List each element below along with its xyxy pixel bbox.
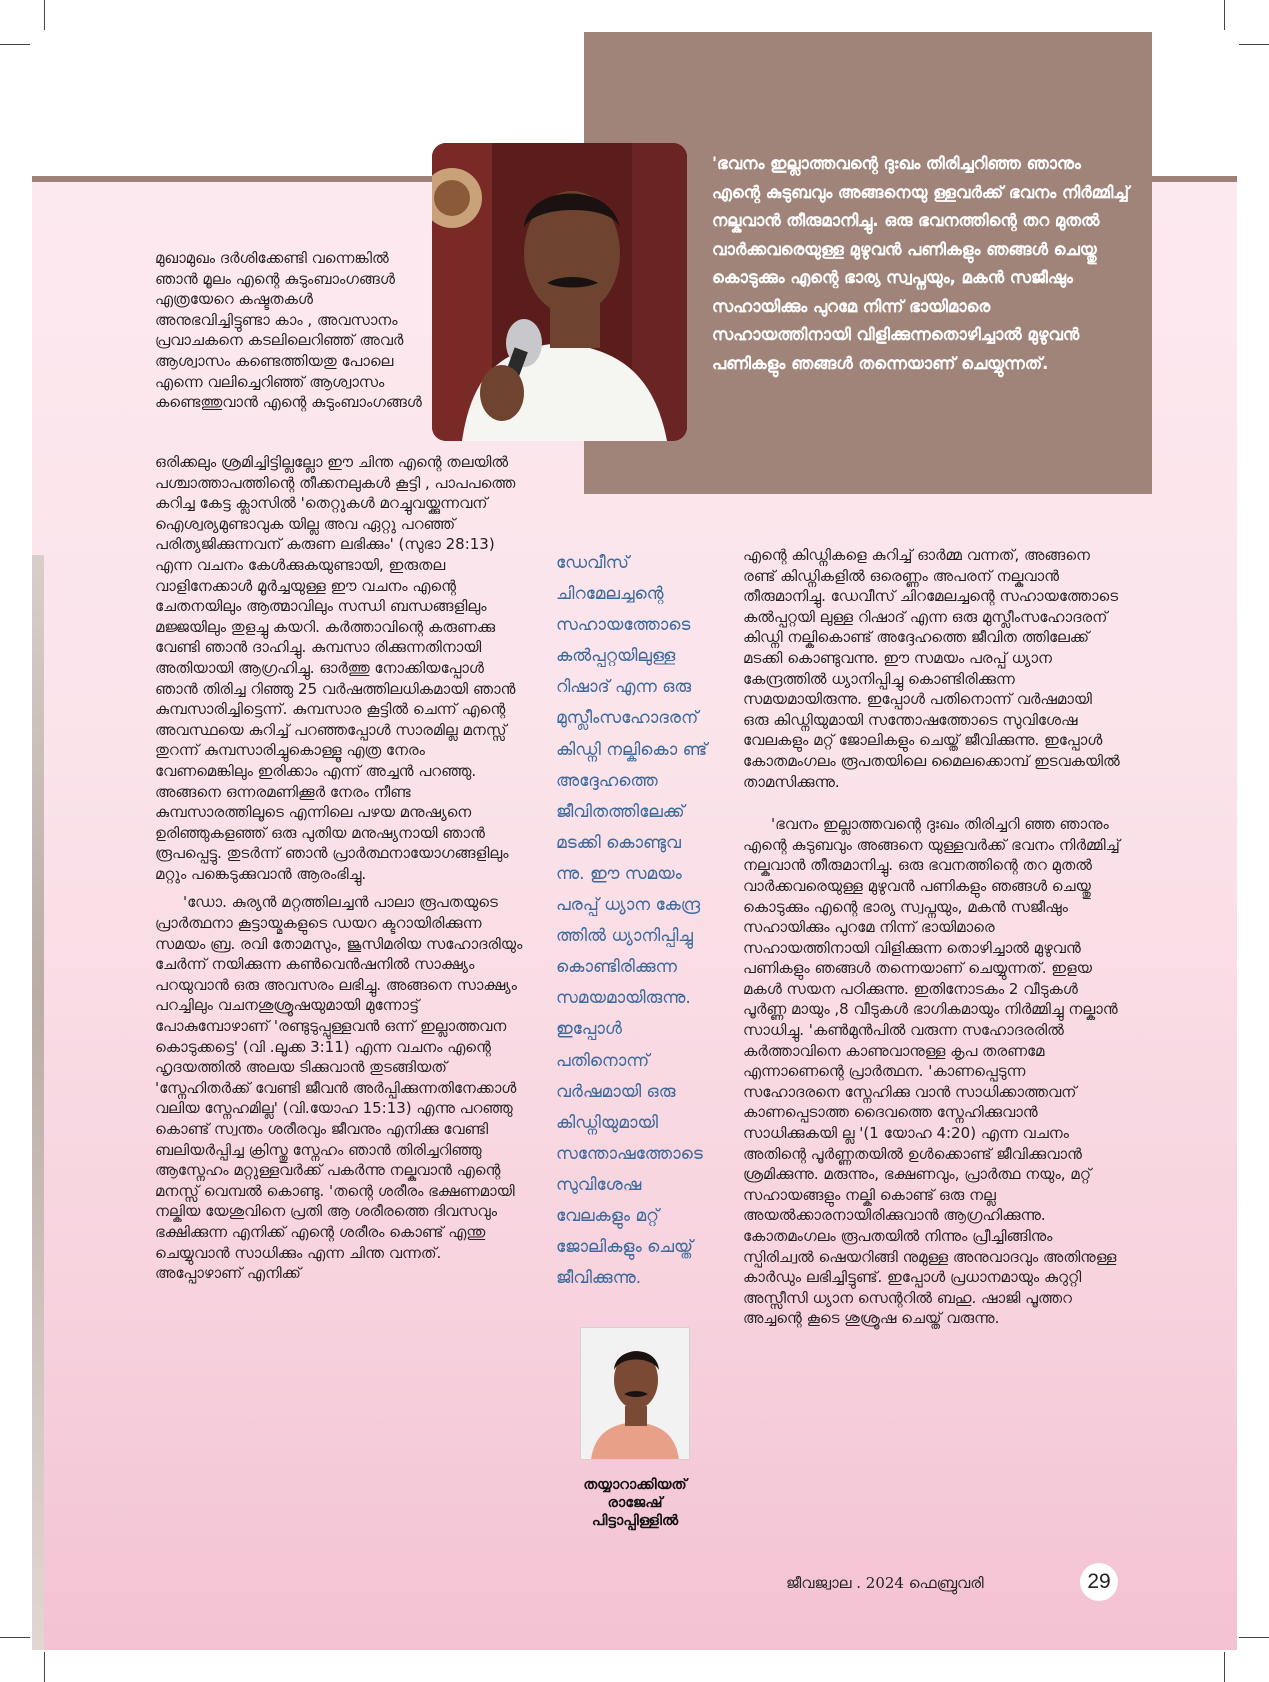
column3-body [743, 545, 1121, 1337]
crop-mark [1239, 44, 1269, 45]
crop-mark [1239, 1637, 1269, 1638]
crop-mark [1224, 1652, 1225, 1682]
pull-quote-text: 'ഭവനം ഇല്ലാത്തവന്റെ ദുഃഖം തിരിച്ചറിഞ്ഞ ഞാനും എന്റെ കുടുബവും അങ്ങനെയു ള്ളവർക്ക് ഭവനം നിർമ്മിച്ച് നല്കുവാൻ തീരുമാനിച്ചു. ഒരു ഭവനത്തിന്റെ തറ മുതൽ വാർക്കവരെയുള്ള മുഴുവൻ പണികളും ഞങ്ങൾ ചെയ്തു കൊടുക്കും എന്റെ ഭാര്യ സ്വപ്നയും, മകൻ സജീഷും സഹായിക്കും പുറമേ നിന്ന് ഭായിമാരെ സഹായത്തിനായി വിളിക്കുന്നതൊഴിച്ചാൽ മുഴുവൻ പണികളും ഞങ്ങൾ തന്നെയാണ് ചെയ്യുന്നത്. [712, 154, 1129, 373]
page-number: 29 [1080, 1563, 1118, 1601]
column1-paragraph: 'ഡോ. കുര്യൻ മറ്റത്തിലച്ചൻ പാലാ രൂപതയുടെ പ്രാർത്ഥനാ കൂട്ടായ്മകളുടെ ഡയറ ക്ടറായിരിക്കുന്ന സമയം ബ്ര. രവി തോമസും, ജൂസിമരിയ സഹോദരിയും ചേർന്ന് നയിക്കുന്ന കൺവെൻഷനിൽ സാക്ഷ്യം പറയുവാൻ ഒരു അവസരം ലഭിച്ചു. അങ്ങനെ സാക്ഷ്യം പറച്ചിലും വചനശുശ്രൂഷയുമായി മുന്നോട്ട് പോകുമ്പോഴാണ് 'രണ്ടുടുപ്പുള്ളവൻ ഒന്ന് ഇല്ലാത്തവന കൊടുക്കട്ടെ' (വി .ലൂക്ക 3:11) എന്ന വചനം എന്റെ ഹൃദയത്തിൽ അലയ ടിക്കുവാൻ തുടങ്ങിയത് 'സ്നേഹിതർക്ക് വേണ്ടി ജീവൻ അർപ്പിക്കുന്നതിനേക്കാൾ വലിയ സ്നേഹമില്ല' (വി.യോഹ 15:13) എന്നു പറഞ്ഞു കൊണ്ട് സ്വന്തം ശരീരവും ജീവനും എനിക്കു വേണ്ടി ബലിയർപ്പിച്ച ക്രിസ്തു സ്നേഹം ഞാൻ തിരിച്ചറിഞ്ഞു ആസ്നേഹം മറ്റുള്ളവർക്ക് പകർന്നു നല്കുവാൻ എന്റെ മനസ്സ് വെമ്പൽ കൊണ്ടു. 'തന്റെ ശരീരം ഭക്ഷണമായി നല്കിയ യേശുവിനെ പ്രതി ആ ശരീരത്തെ ദിവസവും ഭക്ഷിക്കുന്ന എനിക്ക് എന്റെ ശരീരം കൊണ്ട് എന്തു ചെയ്യുവാൻ സാധിക്കും എന്ന ചിന്ത വന്നത്. അപ്പോഴാണ് എനിക്ക് [155, 893, 523, 1283]
column3-paragraph: 'ഭവനം ഇല്ലാത്തവന്റെ ദുഃഖം തിരിച്ചറി ഞ്ഞ ഞാനും എന്റെ കുടുബവും അങ്ങനെ യുള്ളവർക്ക് ഭവനം നിർമ്മിച്ച് നല്കുവാൻ തീരുമാനിച്ചു. ഒരു ഭവനത്തിന്റെ തറ മുതൽ വാർക്കവരെയുള്ള മുഴുവൻ പണികളും ഞങ്ങൾ ചെയ്തു കൊടുക്കും എന്റെ ഭാര്യ സ്വപ്നയും, മകൻ സജീഷും സഹായിക്കും പുറമേ നിന്ന് ഭായിമാരെ സഹായത്തിനായി വിളിക്കുന്ന തൊഴിച്ചാൽ മുഴുവൻ പണികളും ഞങ്ങൾ തന്നെയാണ് ചെയ്യുന്നത്. ഇളയ മകൾ സയന പഠിക്കുന്നു. ഇതിനോടകം 2 വീടുകൾ പൂർണ്ണ മായും ,8 വീടുകൾ ഭാഗികമായും നിർമ്മിച്ചു നല്കാൻ സാധിച്ചു. 'കൺമുൻപിൽ വരുന്ന സഹോദരരിൽ കർത്താവിനെ കാണുവാനുള്ള കൃപ തരണമേ എന്നാണെന്റെ പ്രാർത്ഥന. 'കാണപ്പെടുന്ന സഹോദരനെ സ്നേഹിക്കു വാൻ സാധിക്കാത്തവന് കാണപ്പെടാത്ത ദൈവത്തെ സ്നേഹിക്കുവാൻ സാധിക്കുകയി ല്ല '(1 യോഹ 4:20) എന്ന വചനം അതിന്റെ പൂർണ്ണതയിൽ ഉൾക്കൊണ്ട് ജീവിക്കുവാൻ ശ്രമിക്കുന്നു. മരുന്നും, ഭക്ഷണവും, പ്രാർത്ഥ നയും, മറ്റ് സഹായങ്ങളും നല്കി കൊണ്ട് ഒരു നല്ല അയൽക്കാരനായിരിക്കുവാൻ ആഗ്രഹിക്കുന്നു. കോതമംഗലം രൂപതയിൽ നിന്നും പ്രീച്ചിങ്ങിനും സ്പിരിച്വൽ ഷെയറിങ്ങി നുമുള്ള അനുവാദവും അതിനുള്ള കാർഡും ലഭിച്ചിട്ടുണ്ട്. ഇപ്പോൾ പ്രധാനമായും കുറുറ്റി അസ്സീസി ധ്യാന സെന്ററിൽ ബഹു. ഷാജി പൂത്തറ അച്ചന്റെ കൂടെ ശുശ്രൂഷ ചെയ്ത് വരുന്നു. [743, 815, 1120, 1328]
crop-mark [0, 44, 30, 45]
author-name: രാജേഷ് [607, 1495, 663, 1511]
column3-paragraph: എന്റെ കിഡ്നികളെ കുറിച്ച് ഓർമ്മ വന്നത്, അങ്ങനെ രണ്ട് കിഡ്നികളിൽ ഒരെണ്ണം അപരന് നല്കുവാൻ തീരുമാനിച്ചു. ഡേവീസ് ചിറമേലച്ചന്റെ സഹായത്തോടെ കൽപ്പറ്റയി ലുള്ള റിഷാദ് എന്ന ഒരു മുസ്ലീംസഹോദരന് കിഡ്നി നല്കികൊണ്ട് അദ്ദേഹത്തെ ജീവിത ത്തിലേക്ക് മടക്കി കൊണ്ടുവന്നു. ഈ സമയം പരപ്പ് ധ്യാന കേന്ദ്രത്തിൽ ധ്യാനിപ്പിച്ചു കൊണ്ടിരിക്കുന്ന സമയമായിരുന്നു. ഇപ്പോൾ പതിനൊന്ന് വർഷമായി ഒരു കിഡ്നിയുമായി സന്തോഷത്തോടെ സുവിശേഷ വേലകളും മറ്റ് ജോലികളും ചെയ്ത് ജീവിക്കുന്നു. ഇപ്പോൾ കോതമംഗലം രൂപതയിലെ മൈലക്കൊമ്പ് ഇടവകയിൽ താമസിക്കുന്നു. [743, 546, 1120, 791]
author-surname: പിട്ടാപ്പിള്ളിൽ [591, 1513, 679, 1529]
footer-magazine: ജീവജ്വാല . 2024 ഫെബ്രുവരി [786, 1574, 984, 1592]
crop-mark [44, 1652, 45, 1682]
author-credit [560, 1476, 710, 1530]
left-edge-photo-strip [32, 555, 44, 1650]
author-label: തയ്യാറാക്കിയത് [583, 1477, 687, 1493]
middle-quote: ഡേവീസ് ചിറമേലച്ചന്റെ സഹായത്തോടെ കൽപ്പറ്റയിലുള്ള റിഷാദ് എന്ന ഒരു മുസ്ലീംസഹോദരന് കിഡ്നി നല്കികൊ ണ്ട് അദ്ദേഹത്തെ ജീവിതത്തിലേക്ക് മടക്കി കൊണ്ടുവ ന്നു. ഈ സമയം പരപ്പ് ധ്യാന കേന്ദ്ര ത്തിൽ ധ്യാനിപ്പിച്ചു കൊണ്ടിരിക്കുന്ന സമയമായിരുന്നു. ഇപ്പോൾ പതിനൊന്ന് വർഷമായി ഒരു കിഡ്നിയുമായി സന്തോഷത്തോടെ സുവിശേഷ വേലകളും മറ്റ് ജോലികളും ചെയ്ത് ജീവിക്കുന്നു. [556, 553, 708, 1289]
crop-mark [1224, 0, 1225, 30]
speaker-photo [432, 143, 687, 441]
author-photo [580, 1327, 690, 1460]
crop-mark [44, 0, 45, 30]
column1-paragraph: ഒരിക്കലും ശ്രമിച്ചിട്ടില്ലല്ലോ ഈ ചിന്ത എന്റെ തലയിൽ പശ്ചാത്താപത്തിന്റെ തീക്കനലുകൾ കൂട്ടി , പാപപത്തെ കറിച്ച കേട്ട ക്ലാസിൽ 'തെറ്റുകൾ മറച്ചുവയ്ക്കുന്നവന് ഐശ്വര്യമുണ്ടാവുക യില്ല അവ ഏറ്റു പറഞ്ഞ് പരിത്യജിക്കുന്നവന് കരുണ ലഭിക്കും' (സുഭാ 28:13) എന്ന വചനം കേൾക്കുകയുണ്ടായി, ഇരുതല വാളിനേക്കാൾ മൂർച്ചയുള്ള ഈ വചനം എന്റെ ചേതനയിലും ആത്മാവിലും സന്ധി ബന്ധങ്ങളിലും മജ്ജയിലും തുളച്ചു കയറി. കർത്താവിന്റെ കരുണക്കു വേണ്ടി ഞാൻ ദാഹിച്ചു. കുമ്പസാ രിക്കുന്നതിനായി അതിയായി ആഗ്രഹിച്ചു. ഓർത്തു നോക്കിയപ്പോൾ ഞാൻ തിരിച്ച റിഞ്ഞു 25 വർഷത്തിലധികമായി ഞാൻ കുമ്പസാരിച്ചിട്ടെന്ന്. കുമ്പസാര കൂട്ടിൽ ചെന്ന് എന്റെ അവസ്ഥയെ കുറിച്ച് പറഞ്ഞപ്പോൾ സാരമില്ല മനസ്സ് തുറന്ന് കുമ്പസാരിച്ചുകൊള്ളൂ എത്ര നേരം വേണമെങ്കിലും ഇരിക്കാം എന്ന് അച്ചൻ പറഞ്ഞു. അങ്ങനെ ഒന്നരമണിക്കൂർ നേരം നീണ്ട കുമ്പസാരത്തിലൂടെ എന്നിലെ പഴയ മനുഷ്യനെ ഉരിഞ്ഞുകളഞ്ഞ് ഒരു പുതിയ മനുഷ്യനായി ഞാൻ രൂപപ്പെട്ടു. തുടർന്ന് ഞാൻ പ്രാർത്ഥനായോഗങ്ങളിലും മറ്റും പങ്കെടുക്കുവാൻ ആരംഭിച്ചു. [155, 453, 516, 883]
column1-top-text: മുഖാമുഖം ദർശിക്കേണ്ടി വന്നെങ്കിൽ ഞാൻ മൂലം എന്റെ കുടുംബാംഗങ്ങൾ എത്രയേറെ കഷ്ടതകൾ അനുഭവിച്ചിട്ടുണ്ടാ കാം , അവസാനം പ്രവാചകനെ കടലിലെറിഞ്ഞ് അവർ ആശ്വാസം കണ്ടെത്തിയതു പോലെ എന്നെ വലിച്ചെറിഞ്ഞ് ആശ്വാസം കണ്ടെത്തുവാൻ എന്റെ കുടുംബാംഗങ്ങൾ [155, 249, 422, 412]
column1-body [155, 452, 527, 1292]
crop-mark [0, 1637, 30, 1638]
